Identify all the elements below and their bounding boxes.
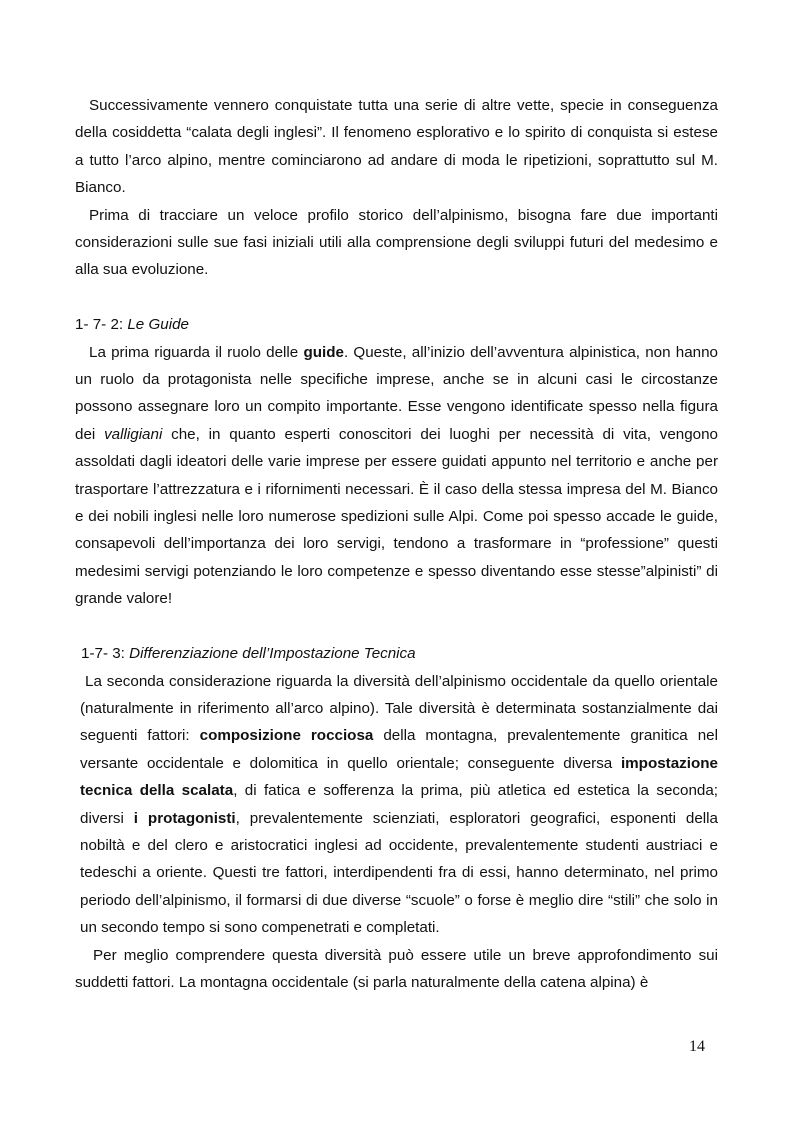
paragraph-gap — [75, 284, 718, 311]
section-number: 1-7- 3: — [81, 645, 130, 663]
bold-term-protagonisti: i protagonisti — [133, 809, 236, 827]
paragraph-tecnica — [80, 668, 718, 942]
section-number: 1- 7- 2: — [75, 316, 128, 334]
page-number: 14 — [689, 1038, 705, 1055]
text-run: . Queste, all’inizio dell’avventura alpinistica, non hanno un ruolo da protagonista nelle specifiche imprese, anche se in alcuni casi le circostanze possono assegnare loro un compito importante. Esse vengono identificate spesso nella figura dei — [75, 343, 718, 443]
paragraph-considerations: Prima di tracciare un veloce profilo storico dell’alpinismo, bisogna fare due importanti considerazioni sulle sue fasi iniziali utili alla comprensione degli sviluppi futuri del medesimo e alla sua evoluzione. — [75, 206, 718, 279]
text-run: della montagna, prevalentemente granitica nel versante occidentale e dolomitica in quello orientale; conseguente diversa — [80, 727, 718, 772]
page-body — [75, 92, 718, 996]
text-run: La seconda considerazione riguarda la diversità dell’alpinismo occidentale da quello orientale (naturalmente in riferimento all’arco alpino). Tale diversità è determinata sostanzialmente dai seguenti fattori: — [80, 672, 718, 745]
bold-term-composizione: composizione rocciosa — [199, 727, 374, 745]
text-run: , prevalentemente scienziati, esploratori geografici, esponenti della nobiltà e del clero e aristocratici inglesi ad occidente, prevalentemente studenti austriaci e tedeschi a oriente. Questi tre fattori, interdipendenti fra di essi, hanno determinato, nel primo periodo dell’alpinismo, il formarsi di due diverse “scuole” o forse è meglio dire “stili” che solo in un secondo tempo si sono compenetrati e completati. — [80, 809, 719, 937]
paragraph-approfondimento: Per meglio comprendere questa diversità può essere utile un breve approfondimento sui suddetti fattori. La montagna occidentale (si parla naturalmente della catena alpina) è — [75, 946, 718, 991]
section-heading-guide — [75, 311, 718, 338]
section-title: Le Guide — [127, 316, 189, 334]
text-run: , di fatica e sofferenza la prima, più atletica ed estetica la seconda; diversi — [80, 782, 718, 827]
bold-term-guide: guide — [303, 343, 344, 361]
text-run: La prima riguarda il ruolo delle — [89, 343, 304, 361]
section-tecnica-body — [75, 668, 718, 942]
text-run: che, in quanto esperti conoscitori dei luoghi per necessità di vita, vengono assoldati dagli ideatori delle varie imprese per essere guidati appunto nel territorio e anche per trasportare l’attrezzatura e i rifornimenti necessari. È il caso della stessa impresa del M. Bianco e dei nobili inglesi nelle loro numerose spedizioni sulle Alpi. Come poi spesso accade le guide, consapevoli dell’importanza dei loro servigi, tendono a trasformare in “professione” questi medesimi servigi potenziando le loro competenze e spesso diventando esse stesse”alpinisti” di grande valore! — [75, 425, 718, 608]
paragraph-gap — [75, 613, 718, 640]
paragraph-conquest: Successivamente vennero conquistate tutta una serie di altre vette, specie in conseguenza della cosiddetta “calata degli inglesi”. Il fenomeno esplorativo e lo spirito di conquista si estese a tutto l’arco alpino, mentre cominciarono ad andare di moda le ripetizioni, soprattutto sul M. Bianco. — [75, 97, 718, 197]
paragraph-guide — [75, 339, 718, 613]
section-heading-tecnica — [75, 640, 718, 667]
bold-term-impostazione: impostazione tecnica della scalata — [80, 754, 718, 800]
section-title: Differenziazione dell’Impostazione Tecnica — [129, 645, 416, 663]
italic-term-valligiani: valligiani — [104, 425, 163, 443]
